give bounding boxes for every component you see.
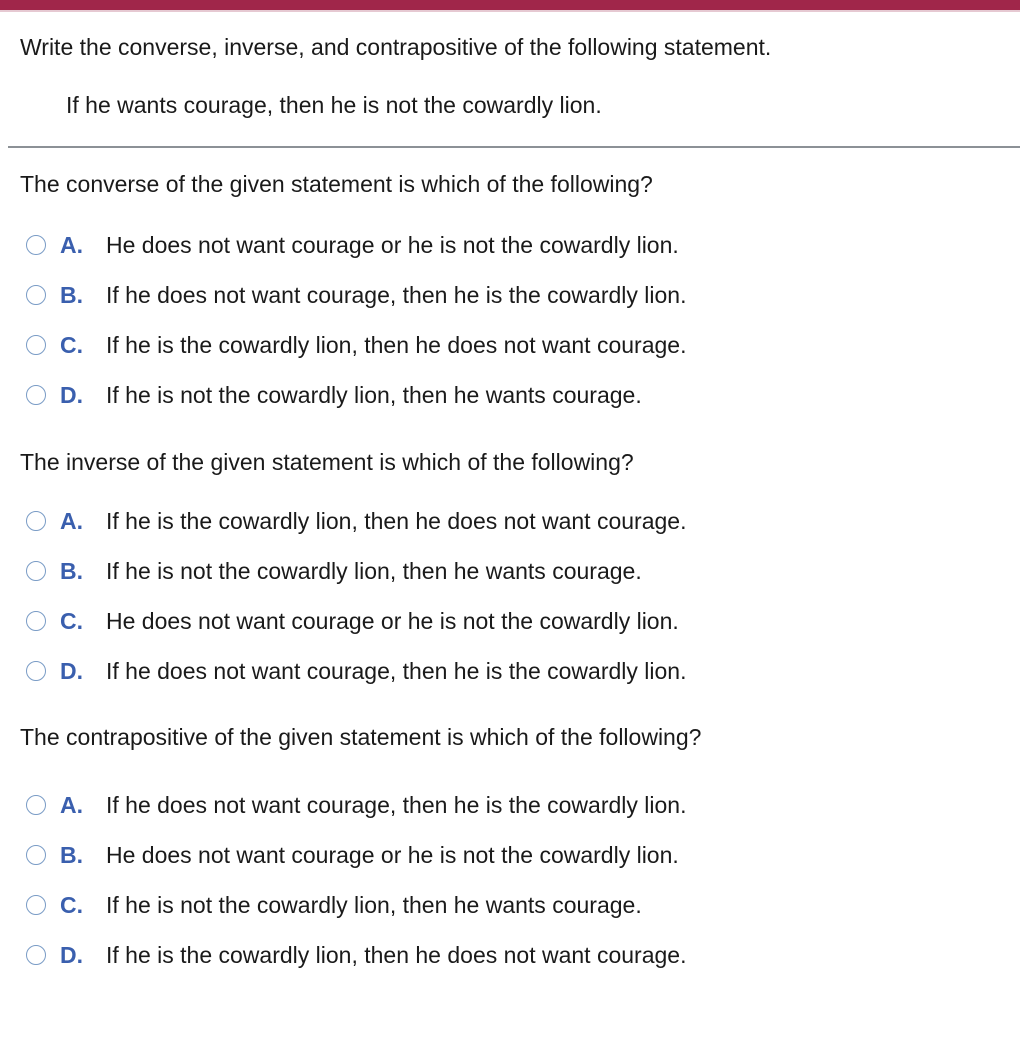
radio-button[interactable]	[26, 285, 46, 305]
contrapositive-option-c[interactable]	[26, 891, 642, 919]
option-letter: A.	[60, 231, 83, 258]
contrapositive-option-a[interactable]	[26, 791, 686, 819]
option-text: If he is the cowardly lion, then he does not want courage.	[106, 941, 687, 968]
option-letter: B.	[60, 557, 83, 584]
radio-button[interactable]	[26, 945, 46, 965]
inverse-option-c[interactable]	[26, 607, 679, 635]
question-inverse-prompt: The inverse of the given statement is which of the following?	[20, 449, 634, 475]
option-text: If he is not the cowardly lion, then he wants courage.	[106, 557, 642, 584]
converse-option-c[interactable]	[26, 331, 686, 359]
option-letter: D.	[60, 381, 83, 408]
header-accent-bar	[0, 0, 1020, 10]
option-letter: B.	[60, 841, 83, 868]
option-text: He does not want courage or he is not the cowardly lion.	[106, 841, 679, 868]
header-accent-shadow	[0, 10, 1020, 12]
option-letter: C.	[60, 607, 83, 634]
radio-button[interactable]	[26, 611, 46, 631]
radio-button[interactable]	[26, 661, 46, 681]
question-contrapositive-prompt: The contrapositive of the given statement is which of the following?	[20, 724, 702, 750]
option-text: If he is the cowardly lion, then he does not want courage.	[106, 507, 687, 534]
instruction-text: Write the converse, inverse, and contrapositive of the following statement.	[20, 34, 772, 60]
radio-button[interactable]	[26, 235, 46, 255]
option-letter: D.	[60, 657, 83, 684]
radio-button[interactable]	[26, 845, 46, 865]
option-text: If he is not the cowardly lion, then he wants courage.	[106, 891, 642, 918]
radio-button[interactable]	[26, 511, 46, 531]
option-text: If he does not want courage, then he is the cowardly lion.	[106, 657, 687, 684]
converse-option-a[interactable]	[26, 231, 679, 259]
option-text: If he does not want courage, then he is the cowardly lion.	[106, 791, 687, 818]
option-letter: C.	[60, 891, 83, 918]
option-letter: C.	[60, 331, 83, 358]
radio-button[interactable]	[26, 895, 46, 915]
converse-option-b[interactable]	[26, 281, 686, 309]
radio-button[interactable]	[26, 795, 46, 815]
section-divider	[8, 146, 1020, 148]
given-statement: If he wants courage, then he is not the cowardly lion.	[66, 92, 602, 118]
option-text: He does not want courage or he is not the cowardly lion.	[106, 231, 679, 258]
converse-option-d[interactable]	[26, 381, 642, 409]
option-letter: A.	[60, 507, 83, 534]
question-converse-prompt: The converse of the given statement is which of the following?	[20, 171, 653, 197]
inverse-option-b[interactable]	[26, 557, 642, 585]
option-text: If he does not want courage, then he is the cowardly lion.	[106, 281, 687, 308]
inverse-option-a[interactable]	[26, 507, 686, 535]
option-text: He does not want courage or he is not the cowardly lion.	[106, 607, 679, 634]
radio-button[interactable]	[26, 385, 46, 405]
option-letter: B.	[60, 281, 83, 308]
option-text: If he is the cowardly lion, then he does not want courage.	[106, 331, 687, 358]
contrapositive-option-b[interactable]	[26, 841, 679, 869]
inverse-option-d[interactable]	[26, 657, 686, 685]
radio-button[interactable]	[26, 335, 46, 355]
option-text: If he is not the cowardly lion, then he wants courage.	[106, 381, 642, 408]
option-letter: A.	[60, 791, 83, 818]
contrapositive-option-d[interactable]	[26, 941, 686, 969]
option-letter: D.	[60, 941, 83, 968]
radio-button[interactable]	[26, 561, 46, 581]
